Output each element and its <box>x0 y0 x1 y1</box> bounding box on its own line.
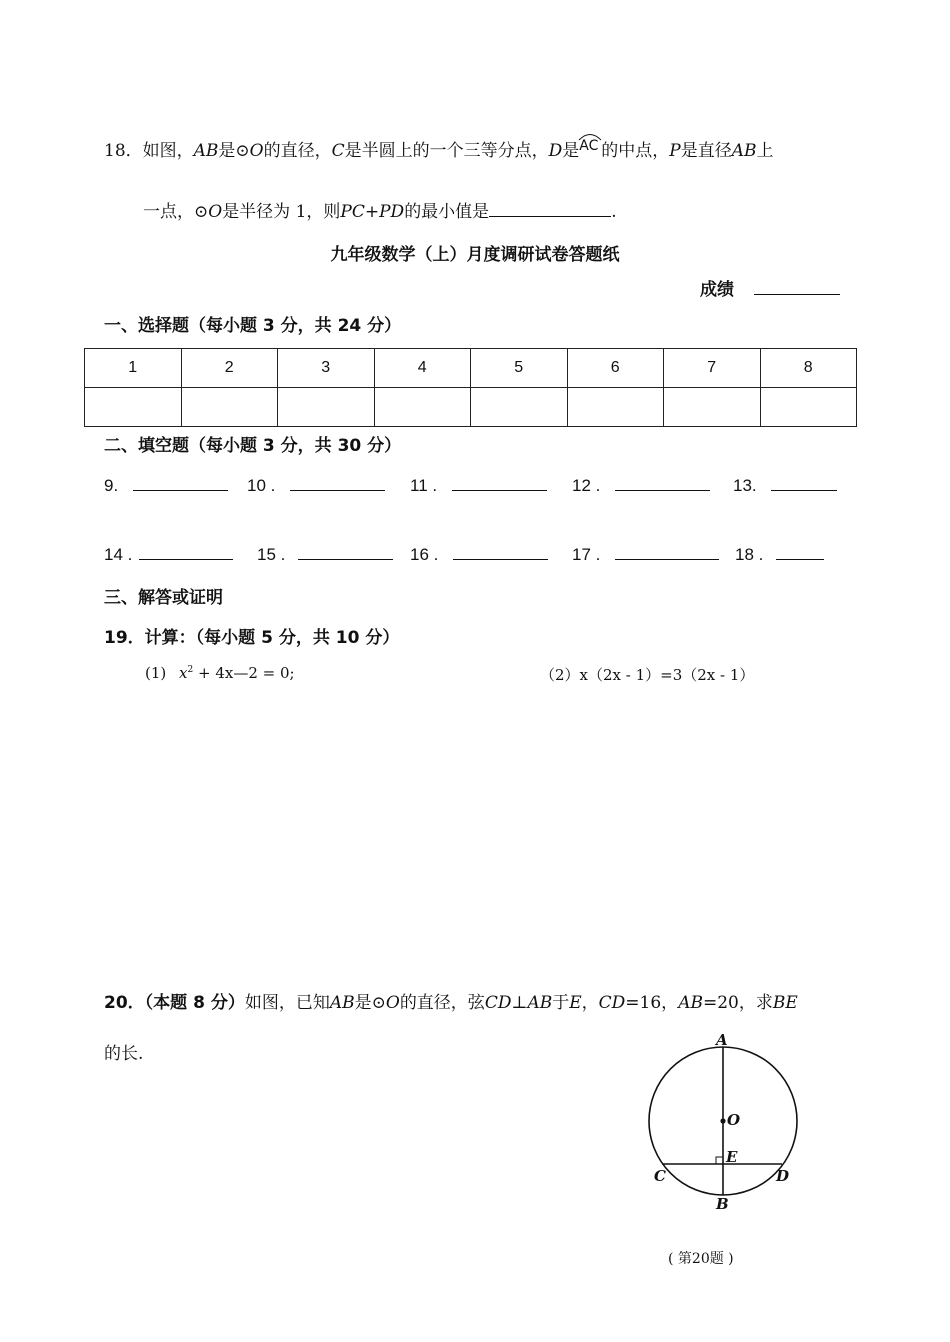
section2-heading: 二、填空题（每小题 3 分，共 30 分） <box>104 436 402 456</box>
q18-text: 的中点， <box>601 141 670 161</box>
fill-item-label: 16 . <box>410 545 439 564</box>
table-header-row <box>85 349 857 388</box>
q18-answer-blank[interactable] <box>489 200 611 217</box>
q20-number: 20． <box>104 993 145 1013</box>
q18-var-ab: AB <box>193 141 219 161</box>
fill-item-label: 14 . <box>104 545 133 564</box>
q19-heading: 19．计算：（每小题 5 分，共 10 分） <box>104 628 400 648</box>
fill-blank[interactable] <box>133 474 228 491</box>
table-header-cell: 3 <box>278 349 375 388</box>
q20-var: CD <box>484 993 512 1013</box>
fill-blank[interactable] <box>776 543 824 560</box>
fill-blank[interactable] <box>615 543 719 560</box>
table-header-cell: 6 <box>567 349 664 388</box>
q20-text: ， <box>581 993 599 1013</box>
q18-var-p: P <box>669 141 681 161</box>
table-answer-row <box>85 388 857 427</box>
q19-part1-number: (1) <box>145 664 167 682</box>
q18-text: 一点，⊙ <box>143 202 209 222</box>
figure-label-c: C <box>654 1167 666 1185</box>
q20-text: 于 <box>552 993 570 1013</box>
q20-var: O <box>385 993 400 1013</box>
table-header-cell: 5 <box>471 349 568 388</box>
q18-text: 如图， <box>142 141 194 161</box>
q18-text: 是⊙ <box>218 141 250 161</box>
choice-answer-table <box>84 348 857 427</box>
figure-label-b: B <box>716 1195 729 1213</box>
q18-var-d: D <box>548 141 563 161</box>
q18-line2 <box>143 197 617 222</box>
q18-line1 <box>104 136 774 161</box>
page-title: 九年级数学（上）月度调研试卷答题纸 <box>330 245 620 265</box>
fill-item-label: 9. <box>104 476 119 495</box>
answer-cell[interactable] <box>181 388 278 427</box>
q18-number: 18． <box>104 141 143 161</box>
q20-line1 <box>104 988 798 1013</box>
section3-heading: 三、解答或证明 <box>104 588 223 608</box>
q18-var-ab: AB <box>731 141 757 161</box>
fill-item-13 <box>733 474 837 496</box>
table-header-cell: 4 <box>374 349 471 388</box>
q20-points: （本题 8 分） <box>144 993 245 1013</box>
q18-text: 是半圆上的一个三等分点， <box>344 141 549 161</box>
answer-cell[interactable] <box>471 388 568 427</box>
q20-text: 是⊙ <box>354 993 386 1013</box>
q19-part1 <box>145 664 295 682</box>
q18-var-o: O <box>208 202 223 222</box>
center-dot <box>720 1118 725 1123</box>
q20-text: ⊥ <box>511 993 528 1013</box>
q18-text: 的最小值是 <box>404 202 490 222</box>
fill-item-label: 18 . <box>735 545 764 564</box>
q20-text: =16， <box>625 993 679 1013</box>
q18-text: 的直径， <box>263 141 332 161</box>
fill-item-label: 15 . <box>257 545 286 564</box>
fill-blank[interactable] <box>290 474 385 491</box>
answer-cell[interactable] <box>278 388 375 427</box>
table-header-cell: 7 <box>664 349 761 388</box>
fill-blank[interactable] <box>453 543 548 560</box>
figure-caption: ( 第20题 ) <box>668 1251 734 1267</box>
fill-item-18 <box>735 543 824 565</box>
q20-text: =20，求 <box>702 993 773 1013</box>
fill-item-16 <box>410 543 548 565</box>
q20-text: 的直径，弦 <box>399 993 485 1013</box>
answer-cell[interactable] <box>85 388 182 427</box>
q19-part1-expression: + 4x—2 = 0; <box>198 664 295 682</box>
q18-text: 上 <box>756 141 774 161</box>
fill-item-17 <box>572 543 719 565</box>
q18-text: 是 <box>562 141 580 161</box>
answer-cell[interactable] <box>664 388 761 427</box>
answer-cell[interactable] <box>374 388 471 427</box>
table-header-cell: 1 <box>85 349 182 388</box>
fill-item-12 <box>572 474 710 496</box>
fill-item-14 <box>104 543 233 565</box>
right-angle-marker <box>716 1157 723 1164</box>
table-header-cell: 8 <box>760 349 857 388</box>
q18-var-pcpd: PC+PD <box>340 202 405 222</box>
q20-var: E <box>569 993 582 1013</box>
fill-item-11 <box>410 474 547 496</box>
q18-var-o: O <box>249 141 264 161</box>
table-header-cell: 2 <box>181 349 278 388</box>
fill-blank[interactable] <box>298 543 393 560</box>
fill-item-label: 13. <box>733 476 757 495</box>
q20-var: BE <box>772 993 798 1013</box>
arc-overline-icon <box>578 131 602 141</box>
q20-line2: 的长. <box>104 1044 144 1064</box>
fill-item-label: 12 . <box>572 476 601 495</box>
q19-part1-xsq: $x^2$ <box>179 664 194 682</box>
q20-var: CD <box>598 993 626 1013</box>
figure-label-d: D <box>776 1167 790 1185</box>
fill-blank[interactable] <box>139 543 233 560</box>
q20-var: AB <box>527 993 553 1013</box>
figure-label-o: O <box>727 1111 741 1129</box>
fill-blank[interactable] <box>771 474 837 491</box>
q20-var: AB <box>678 993 703 1013</box>
score-field <box>700 275 840 300</box>
score-blank[interactable] <box>754 278 840 295</box>
figure-label-a: A <box>716 1031 728 1049</box>
q20-text: 如图，已知 <box>244 993 330 1013</box>
arc-ac-label: AC <box>579 138 599 154</box>
fill-blank[interactable] <box>615 474 710 491</box>
fill-item-15 <box>257 543 393 565</box>
q18-text: . <box>611 202 617 222</box>
q19-part2: （2）x（2x - 1）=3（2x - 1） <box>540 666 755 684</box>
fill-item-label: 10 . <box>247 476 276 495</box>
score-label: 成绩 <box>700 280 734 300</box>
fill-item-9 <box>104 474 228 496</box>
answer-cell[interactable] <box>760 388 857 427</box>
q18-var-c: C <box>331 141 345 161</box>
answer-cell[interactable] <box>567 388 664 427</box>
fill-item-label: 17 . <box>572 545 601 564</box>
figure-label-e: E <box>726 1148 738 1166</box>
q20-var: AB <box>329 993 355 1013</box>
section1-heading: 一、选择题（每小题 3 分，共 24 分） <box>104 316 402 336</box>
fill-item-10 <box>247 474 385 496</box>
q18-text: 是直径 <box>680 141 732 161</box>
q18-text: 是半径为 1，则 <box>222 202 341 222</box>
fill-item-label: 11 . <box>410 476 438 495</box>
fill-blank[interactable] <box>452 474 547 491</box>
